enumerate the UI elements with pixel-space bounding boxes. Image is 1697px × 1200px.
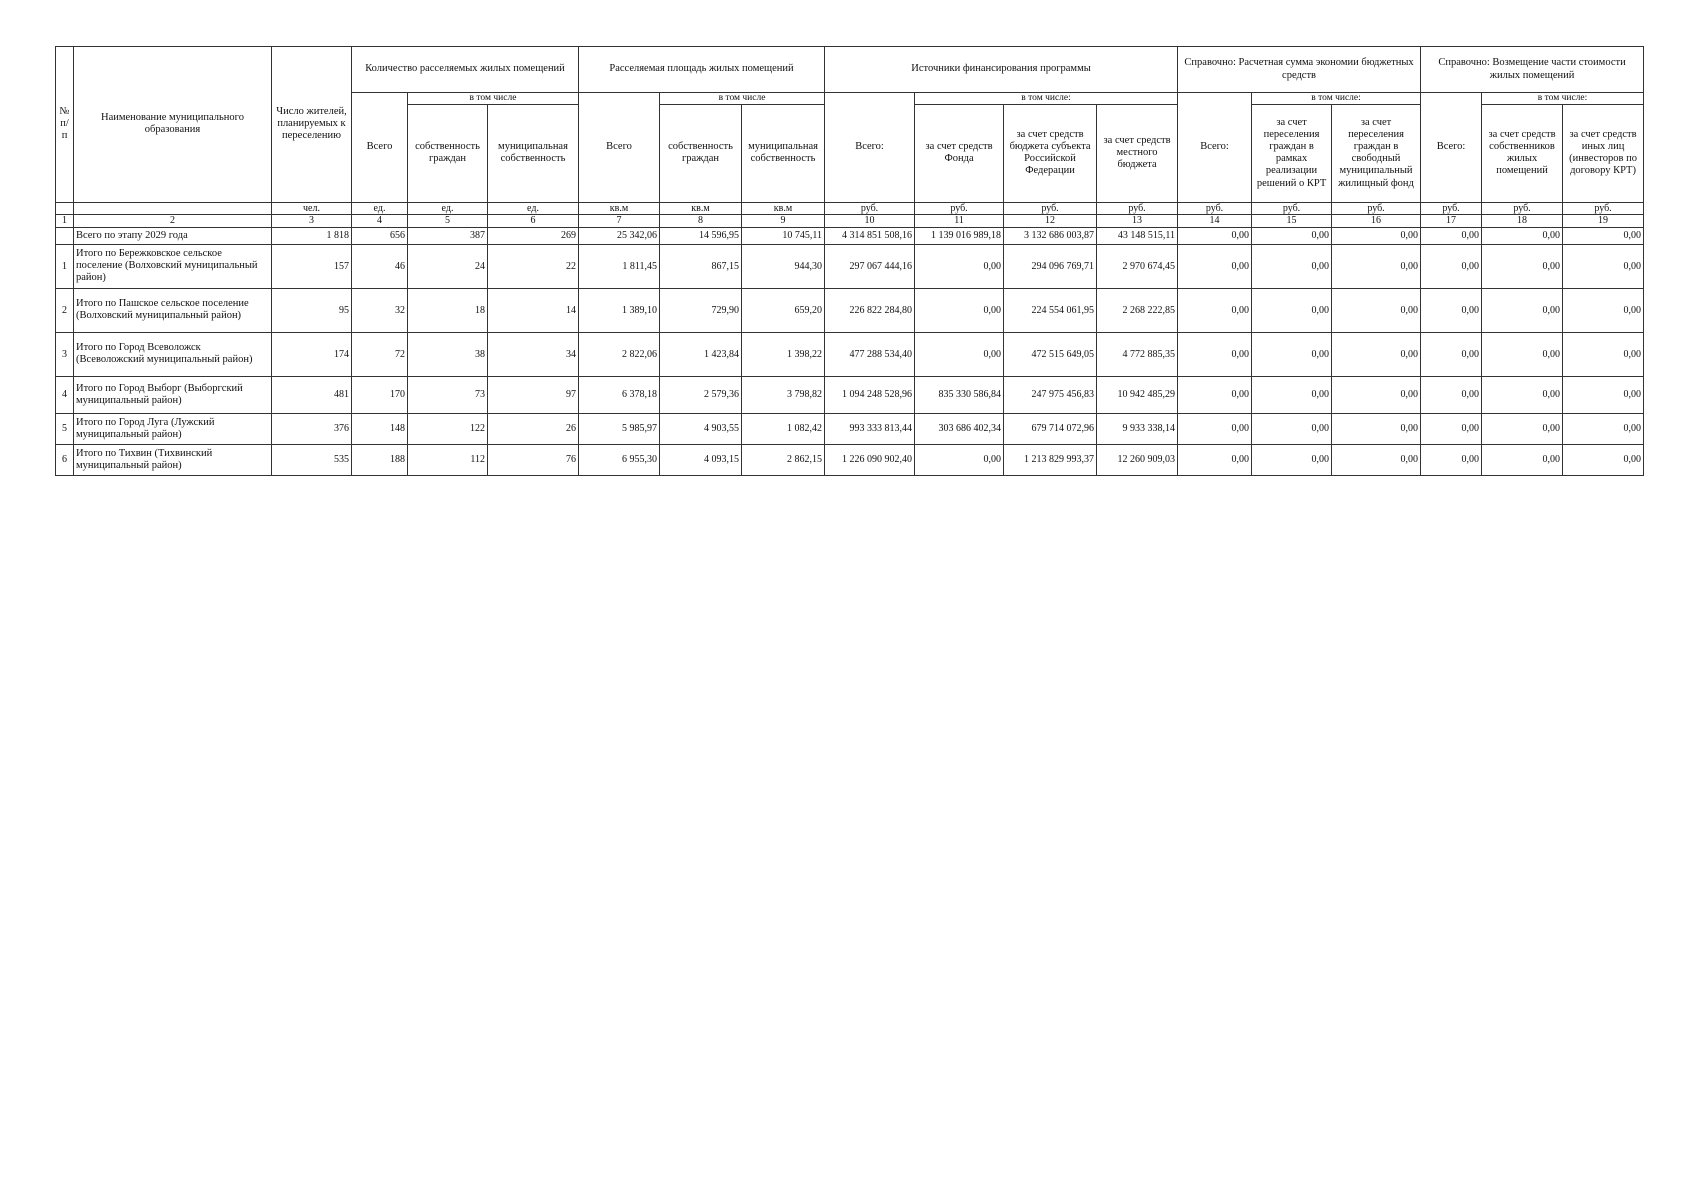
- investors-header: за счет средств иных лиц (инвесторов по договору КРТ): [1563, 104, 1644, 202]
- value-cell: 0,00: [1482, 444, 1563, 475]
- value-cell: 0,00: [1332, 332, 1421, 376]
- value-cell: 188: [352, 444, 408, 475]
- unit-cell: ед.: [488, 202, 579, 215]
- count-municipal-header: муниципальная собственность: [488, 104, 579, 202]
- unit-cell: руб.: [1421, 202, 1482, 215]
- column-number-cell: 11: [915, 215, 1004, 228]
- value-cell: 1 818: [272, 227, 352, 244]
- value-cell: 1 423,84: [660, 332, 742, 376]
- value-cell: 2 822,06: [579, 332, 660, 376]
- subject-budget-header: за счет средств бюджета субъекта Российской Федерации: [1004, 104, 1097, 202]
- value-cell: 2 268 222,85: [1097, 288, 1178, 332]
- row-number-cell: 2: [56, 288, 74, 332]
- area-owned-header: собственность граждан: [660, 104, 742, 202]
- value-cell: 376: [272, 413, 352, 444]
- table-row: [56, 244, 1644, 288]
- value-cell: 0,00: [915, 332, 1004, 376]
- unit-cell: кв.м: [742, 202, 825, 215]
- value-cell: 1 389,10: [579, 288, 660, 332]
- value-cell: 3 798,82: [742, 376, 825, 413]
- row-number-cell: 6: [56, 444, 74, 475]
- value-cell: 0,00: [915, 288, 1004, 332]
- value-cell: 26: [488, 413, 579, 444]
- local-budget-header: за счет средств местного бюджета: [1097, 104, 1178, 202]
- value-cell: 679 714 072,96: [1004, 413, 1097, 444]
- column-number-cell: 7: [579, 215, 660, 228]
- value-cell: 18: [408, 288, 488, 332]
- value-cell: 2 579,36: [660, 376, 742, 413]
- value-cell: 0,00: [1421, 227, 1482, 244]
- unit-cell: руб.: [1332, 202, 1421, 215]
- row-number-cell: 5: [56, 413, 74, 444]
- area-group-header: Расселяемая площадь жилых помещений: [579, 47, 825, 93]
- value-cell: 12 260 909,03: [1097, 444, 1178, 475]
- column-number-cell: 16: [1332, 215, 1421, 228]
- value-cell: 174: [272, 332, 352, 376]
- value-cell: 2 970 674,45: [1097, 244, 1178, 288]
- value-cell: 32: [352, 288, 408, 332]
- total-row: [56, 227, 1644, 244]
- value-cell: 9 933 338,14: [1097, 413, 1178, 444]
- value-cell: 0,00: [1563, 227, 1644, 244]
- table-row: [56, 413, 1644, 444]
- value-cell: 112: [408, 444, 488, 475]
- unit-cell: ед.: [408, 202, 488, 215]
- value-cell: 0,00: [1563, 413, 1644, 444]
- unit-cell: руб.: [1097, 202, 1178, 215]
- finance-incl-header: в том числе:: [915, 93, 1178, 105]
- count-total-header: Всего: [352, 93, 408, 203]
- value-cell: 4 903,55: [660, 413, 742, 444]
- value-cell: 43 148 515,11: [1097, 227, 1178, 244]
- value-cell: 0,00: [1421, 288, 1482, 332]
- value-cell: 477 288 534,40: [825, 332, 915, 376]
- value-cell: 226 822 284,80: [825, 288, 915, 332]
- value-cell: 170: [352, 376, 408, 413]
- table-row: [56, 288, 1644, 332]
- value-cell: 0,00: [1563, 444, 1644, 475]
- value-cell: 14 596,95: [660, 227, 742, 244]
- num-column-header: № п/ п: [56, 47, 74, 203]
- value-cell: 387: [408, 227, 488, 244]
- value-cell: 1 811,45: [579, 244, 660, 288]
- unit-cell: руб.: [1563, 202, 1644, 215]
- unit-cell: ед.: [352, 202, 408, 215]
- value-cell: 0,00: [1178, 444, 1252, 475]
- value-cell: 122: [408, 413, 488, 444]
- value-cell: 0,00: [1563, 332, 1644, 376]
- column-number-cell: 4: [352, 215, 408, 228]
- compensation-total-header: Всего:: [1421, 93, 1482, 203]
- economy-total-header: Всего:: [1178, 93, 1252, 203]
- municipality-name-cell: Всего по этапу 2029 года: [74, 227, 272, 244]
- economy-group-header: Справочно: Расчетная сумма экономии бюджетных средств: [1178, 47, 1421, 93]
- column-number-cell: 8: [660, 215, 742, 228]
- value-cell: 0,00: [1252, 444, 1332, 475]
- value-cell: 0,00: [1421, 332, 1482, 376]
- column-number-cell: 15: [1252, 215, 1332, 228]
- value-cell: 5 985,97: [579, 413, 660, 444]
- value-cell: 76: [488, 444, 579, 475]
- count-incl-header: в том числе: [408, 93, 579, 105]
- resettlement-table: [55, 46, 1644, 476]
- value-cell: 729,90: [660, 288, 742, 332]
- municipality-name-cell: Итого по Тихвин (Тихвинский муниципальный район): [74, 444, 272, 475]
- unit-cell: руб.: [825, 202, 915, 215]
- value-cell: 0,00: [1252, 332, 1332, 376]
- value-cell: 0,00: [1332, 244, 1421, 288]
- municipality-name-cell: Итого по Город Выборг (Выборгский муниципальный район): [74, 376, 272, 413]
- value-cell: 0,00: [1482, 288, 1563, 332]
- value-cell: 0,00: [1563, 288, 1644, 332]
- value-cell: 481: [272, 376, 352, 413]
- value-cell: 1 226 090 902,40: [825, 444, 915, 475]
- units-blank-cell: [56, 202, 74, 215]
- column-number-cell: 1: [56, 215, 74, 228]
- municipality-name-cell: Итого по Город Луга (Лужский муниципальный район): [74, 413, 272, 444]
- area-municipal-header: муниципальная собственность: [742, 104, 825, 202]
- value-cell: 0,00: [1332, 444, 1421, 475]
- value-cell: 10 942 485,29: [1097, 376, 1178, 413]
- compensation-incl-header: в том числе:: [1482, 93, 1644, 105]
- value-cell: 34: [488, 332, 579, 376]
- value-cell: 656: [352, 227, 408, 244]
- value-cell: 297 067 444,16: [825, 244, 915, 288]
- value-cell: 269: [488, 227, 579, 244]
- value-cell: 0,00: [1178, 413, 1252, 444]
- value-cell: 944,30: [742, 244, 825, 288]
- row-number-cell: [56, 227, 74, 244]
- value-cell: 0,00: [1332, 413, 1421, 444]
- column-number-cell: 13: [1097, 215, 1178, 228]
- value-cell: 0,00: [1252, 376, 1332, 413]
- column-number-cell: 6: [488, 215, 579, 228]
- economy-incl-header: в том числе:: [1252, 93, 1421, 105]
- value-cell: 659,20: [742, 288, 825, 332]
- value-cell: 247 975 456,83: [1004, 376, 1097, 413]
- fund-header: за счет средств Фонда: [915, 104, 1004, 202]
- value-cell: 303 686 402,34: [915, 413, 1004, 444]
- units-row: [56, 202, 1644, 215]
- unit-cell: кв.м: [660, 202, 742, 215]
- value-cell: 0,00: [1421, 444, 1482, 475]
- unit-cell: кв.м: [579, 202, 660, 215]
- value-cell: 0,00: [1482, 376, 1563, 413]
- value-cell: 1 213 829 993,37: [1004, 444, 1097, 475]
- value-cell: 4 314 851 508,16: [825, 227, 915, 244]
- value-cell: 867,15: [660, 244, 742, 288]
- column-number-cell: 14: [1178, 215, 1252, 228]
- value-cell: 95: [272, 288, 352, 332]
- value-cell: 0,00: [1332, 376, 1421, 413]
- value-cell: 993 333 813,44: [825, 413, 915, 444]
- table-row: [56, 376, 1644, 413]
- owners-header: за счет средств собственников жилых помещений: [1482, 104, 1563, 202]
- value-cell: 2 862,15: [742, 444, 825, 475]
- value-cell: 22: [488, 244, 579, 288]
- value-cell: 25 342,06: [579, 227, 660, 244]
- value-cell: 224 554 061,95: [1004, 288, 1097, 332]
- residents-column-header: Число жителей, планируемых к переселению: [272, 47, 352, 203]
- column-number-cell: 17: [1421, 215, 1482, 228]
- compensation-group-header: Справочно: Возмещение части стоимости жилых помещений: [1421, 47, 1644, 93]
- value-cell: 0,00: [1482, 244, 1563, 288]
- value-cell: 0,00: [915, 444, 1004, 475]
- value-cell: 1 094 248 528,96: [825, 376, 915, 413]
- krt-header: за счет переселения граждан в рамках реализации решений о КРТ: [1252, 104, 1332, 202]
- row-number-cell: 3: [56, 332, 74, 376]
- municipality-name-cell: Итого по Город Всеволожск (Всеволожский муниципальный район): [74, 332, 272, 376]
- value-cell: 0,00: [1178, 288, 1252, 332]
- free-fund-header: за счет переселения граждан в свободный муниципальный жилищный фонд: [1332, 104, 1421, 202]
- count-owned-header: собственность граждан: [408, 104, 488, 202]
- value-cell: 24: [408, 244, 488, 288]
- value-cell: 72: [352, 332, 408, 376]
- unit-cell: руб.: [1482, 202, 1563, 215]
- value-cell: 4 772 885,35: [1097, 332, 1178, 376]
- value-cell: 0,00: [1252, 288, 1332, 332]
- value-cell: 472 515 649,05: [1004, 332, 1097, 376]
- column-number-cell: 5: [408, 215, 488, 228]
- value-cell: 0,00: [1178, 227, 1252, 244]
- value-cell: 0,00: [1482, 413, 1563, 444]
- unit-cell: руб.: [1252, 202, 1332, 215]
- value-cell: 46: [352, 244, 408, 288]
- finance-group-header: Источники финансирования программы: [825, 47, 1178, 93]
- municipality-name-cell: Итого по Пашское сельское поселение (Волховский муниципальный район): [74, 288, 272, 332]
- row-number-cell: 4: [56, 376, 74, 413]
- value-cell: 0,00: [1178, 376, 1252, 413]
- value-cell: 1 139 016 989,18: [915, 227, 1004, 244]
- unit-cell: чел.: [272, 202, 352, 215]
- value-cell: 0,00: [1178, 332, 1252, 376]
- column-number-cell: 2: [74, 215, 272, 228]
- value-cell: 1 398,22: [742, 332, 825, 376]
- column-number-cell: 10: [825, 215, 915, 228]
- value-cell: 97: [488, 376, 579, 413]
- value-cell: 6 955,30: [579, 444, 660, 475]
- column-number-cell: 9: [742, 215, 825, 228]
- value-cell: 0,00: [1482, 332, 1563, 376]
- column-number-cell: 3: [272, 215, 352, 228]
- column-number-cell: 19: [1563, 215, 1644, 228]
- column-number-cell: 12: [1004, 215, 1097, 228]
- table-row: [56, 444, 1644, 475]
- value-cell: 0,00: [1252, 413, 1332, 444]
- units-blank-cell: [74, 202, 272, 215]
- value-cell: 148: [352, 413, 408, 444]
- value-cell: 835 330 586,84: [915, 376, 1004, 413]
- value-cell: 0,00: [1563, 376, 1644, 413]
- value-cell: 0,00: [1482, 227, 1563, 244]
- row-number-cell: 1: [56, 244, 74, 288]
- value-cell: 0,00: [1252, 244, 1332, 288]
- value-cell: 4 093,15: [660, 444, 742, 475]
- value-cell: 0,00: [1178, 244, 1252, 288]
- column-number-cell: 18: [1482, 215, 1563, 228]
- unit-cell: руб.: [915, 202, 1004, 215]
- value-cell: 0,00: [915, 244, 1004, 288]
- value-cell: 0,00: [1421, 413, 1482, 444]
- value-cell: 3 132 686 003,87: [1004, 227, 1097, 244]
- unit-cell: руб.: [1004, 202, 1097, 215]
- unit-cell: руб.: [1178, 202, 1252, 215]
- value-cell: 6 378,18: [579, 376, 660, 413]
- finance-total-header: Всего:: [825, 93, 915, 203]
- value-cell: 0,00: [1252, 227, 1332, 244]
- value-cell: 294 096 769,71: [1004, 244, 1097, 288]
- table-row: [56, 332, 1644, 376]
- value-cell: 0,00: [1332, 227, 1421, 244]
- value-cell: 0,00: [1421, 244, 1482, 288]
- value-cell: 14: [488, 288, 579, 332]
- name-column-header: Наименование муниципального образования: [74, 47, 272, 203]
- value-cell: 38: [408, 332, 488, 376]
- count-group-header: Количество расселяемых жилых помещений: [352, 47, 579, 93]
- value-cell: 10 745,11: [742, 227, 825, 244]
- value-cell: 73: [408, 376, 488, 413]
- value-cell: 0,00: [1332, 288, 1421, 332]
- value-cell: 0,00: [1563, 244, 1644, 288]
- municipality-name-cell: Итого по Бережковское сельское поселение (Волховский муниципальный район): [74, 244, 272, 288]
- value-cell: 1 082,42: [742, 413, 825, 444]
- value-cell: 0,00: [1421, 376, 1482, 413]
- column-numbers-row: [56, 215, 1644, 228]
- value-cell: 157: [272, 244, 352, 288]
- area-total-header: Всего: [579, 93, 660, 203]
- value-cell: 535: [272, 444, 352, 475]
- area-incl-header: в том числе: [660, 93, 825, 105]
